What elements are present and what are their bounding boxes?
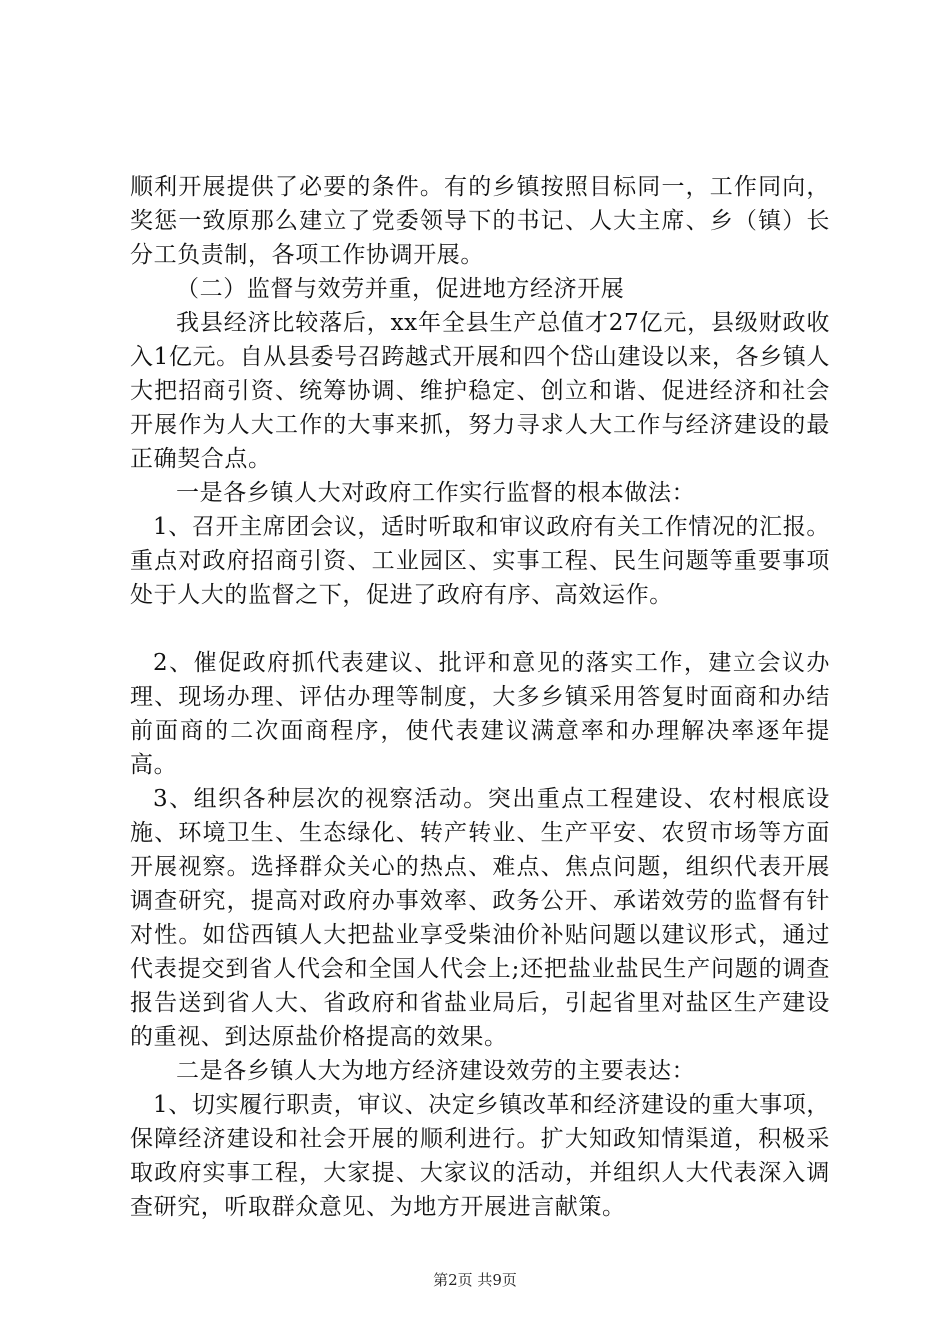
paragraph: 二是各乡镇人大为地方经济建设效劳的主要表达： xyxy=(176,1058,696,1084)
paragraph-continuation: 顺利开展提供了必要的条件。有的乡镇按照目标同一，工作同向，奖惩一致原那么建立了党委领导下的书记、人大主席、乡（镇）长分工负责制，各项工作协调开展。 xyxy=(130,174,830,268)
section-heading: （二）监督与效劳并重，促进地方经济开展 xyxy=(176,276,625,302)
list-item: 3、组织各种层次的视察活动。突出重点工程建设、农村根底设施、环境卫生、生态绿化、转产转业、生产平安、农贸市场等方面开展视察。选择群众关心的热点、难点、焦点问题，组织代表开展调查研究，提高对政府办事效率、政务公开、承诺效劳的监督有针对性。如岱西镇人大把盐业享受柴油价补贴问题以建议形式，通过代表提交到省人代会和全国人代会上;还把盐业盐民生产问题的调查报告送到省人大、省政府和省盐业局后，引起省里对盐区生产建设的重视、到达原盐价格提高的效果。 xyxy=(130,786,830,1050)
paragraph: 我县经济比较落后，xx年全县生产总值才27亿元，县级财政收入1亿元。自从县委号召跨越式开展和四个岱山建设以来，各乡镇人大把招商引资、统筹协调、维护稳定、创立和谐、促进经济和社会开展作为人大工作的大事来抓，努力寻求人大工作与经济建设的最正确契合点。 xyxy=(130,310,830,472)
page-footer: 第2页 共9页 xyxy=(433,1271,517,1289)
blank-line xyxy=(130,612,830,646)
list-item: 1、召开主席团会议，适时听取和审议政府有关工作情况的汇报。重点对政府招商引资、工业园区、实事工程、民生问题等重要事项处于人大的监督之下，促进了政府有序、高效运作。 xyxy=(130,514,830,608)
list-item: 2、催促政府抓代表建议、批评和意见的落实工作，建立会议办理、现场办理、评估办理等制度，大多乡镇采用答复时面商和办结前面商的二次面商程序，使代表建议满意率和办理解决率逐年提高。 xyxy=(130,650,830,778)
paragraph: 一是各乡镇人大对政府工作实行监督的根本做法： xyxy=(176,480,696,506)
document-body xyxy=(130,170,830,1224)
list-item: 1、切实履行职责，审议、决定乡镇改革和经济建设的重大事项，保障经济建设和社会开展的顺利进行。扩大知政知情渠道，积极采取政府实事工程，大家提、大家议的活动，并组织人大代表深入调查研究，听取群众意见、为地方开展进言献策。 xyxy=(130,1092,830,1220)
